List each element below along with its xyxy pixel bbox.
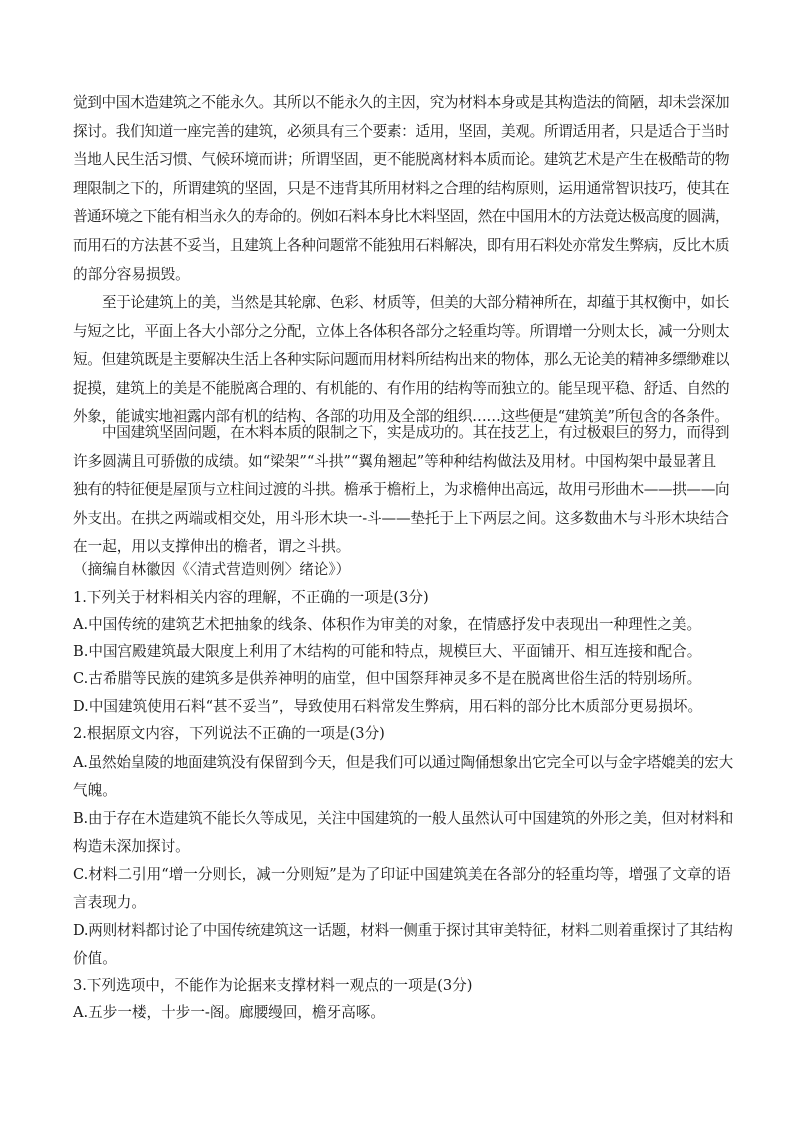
text-line: 的部分容易损毁。	[73, 265, 190, 283]
question-1-stem: 1.下列关于材料相关内容的理解，不正确的一项是(3分)	[73, 589, 429, 606]
question-1-option-d: D.中国建筑使用石料“甚不妥当”，导致使用石料常发生弊病，用石料的部分比木质部分更易损坏。	[73, 698, 703, 715]
question-2-option-a: A.虽然始皇陵的地面建筑没有保留到今天，但是我们可以通过陶俑想象出它完全可以与金字塔媲美的宏大	[73, 754, 733, 771]
text-line: 理限制之下的，所谓建筑的坚固，只是不违背其所用材料之合理的结构原则，运用通常智识技巧，使其在	[73, 179, 730, 197]
question-1-option-b: B.中国宫殿建筑最大限度上利用了木结构的可能和特点，规模巨大、平面铺开、相互连接和配合。	[73, 643, 702, 660]
source-citation: （摘编自林徽因《〈清式营造则例〉绪论》）	[73, 561, 351, 578]
text-line: 至于论建筑上的美，当然是其轮廓、色彩、材质等，但美的大部分精神所在，却蕴于其权衡中，如长	[102, 294, 730, 311]
text-line: 独有的特征便是屋顶与立柱间过渡的斗拱。檐承于檐桁上，为求檐伸出高远，故用弓形曲木——拱——向	[73, 481, 730, 499]
body-paragraph-2	[73, 289, 729, 432]
question-2-option-d-cont: 价值。	[73, 950, 117, 967]
text-line: 普通环境之下能有相当永久的寿命的。例如石料本身比木料坚固，然在中国用木的方法竟达极高度的圆满，	[73, 208, 729, 226]
text-line: 许多圆满且可骄傲的成绩。如“梁架”“斗拱”“翼角翘起”等种种结构做法及用材。中国构架中最显著且	[73, 452, 717, 470]
question-2-option-a-cont: 气魄。	[73, 782, 117, 799]
text-line: 中国建筑坚固问题，在木料本质的限制之下，实是成功的。其在技艺上，有过极艰巨的努力，而得到	[102, 424, 730, 441]
question-2-option-c-cont: 言表现力。	[73, 894, 146, 911]
question-2-option-b: B.由于存在木造建筑不能长久等成见，关注中国建筑的一般人虽然认可中国建筑的外形之美，但对材料和	[73, 810, 734, 827]
text-line: 而用石的方法甚不妥当，且建筑上各种问题常不能独用石料解决，即有用石料处亦常发生弊病，反比木质	[73, 236, 730, 254]
question-2-option-c: C.材料二引用“增一分则长，减一分则短”是为了印证中国建筑美在各部分的轻重均等，增强了文章的语	[73, 866, 731, 883]
text-line: 与短之比，平面上各大小部分之分配，立体上各体积各部分之轻重均等。所谓增一分则太长，减一分则太	[73, 322, 730, 340]
text-line: 捉摸，建筑上的美是不能脱离合理的、有机能的、有作用的结构等而独立的。能呈现平稳、舒适、自然的	[73, 379, 730, 397]
text-line: 外象，能诚实地袒露内部有机的结构、各部的功用及全部的组织……这些便是“建筑美”所包含的各条件。	[73, 408, 729, 426]
body-paragraph-3	[73, 419, 729, 562]
text-line: 觉到中国木造建筑之不能永久。其所以不能永久的主因，究为材料本身或是其构造法的简陋，却未尝深加	[73, 94, 730, 111]
question-1-option-a: A.中国传统的建筑艺术把抽象的线条、体积作为审美的对象，在情感抒发中表现出一种理性之美。	[73, 616, 702, 633]
body-paragraph-1	[73, 89, 729, 289]
text-line: 在一起，用以支撑伸出的檐者，谓之斗拱。	[73, 538, 351, 556]
text-line: 外支出。在拱之两端或相交处，用斗形木块一-斗——垫托于上下两层之间。这多数曲木与斗形木块结合	[73, 509, 729, 527]
question-1-option-c: C.古希腊等民族的建筑多是供养神明的庙堂，但中国祭拜神灵多不是在脱离世俗生活的特别场所。	[73, 670, 702, 687]
text-line: 探讨。我们知道一座完善的建筑，必须具有三个要素：适用，坚固，美观。所谓适用者，只是适合于当时	[73, 122, 730, 140]
question-2-stem: 2.根据原文内容，下列说法不正确的一项是(3分)	[73, 725, 385, 742]
question-3-stem: 3.下列选项中，不能作为论据来支撑材料一观点的一项是(3分)	[73, 977, 473, 994]
question-2-option-d: D.两则材料都讨论了中国传统建筑这一话题，材料一侧重于探讨其审美特征，材料二则着重探讨了其结构	[73, 922, 733, 939]
text-line: 当地人民生活习惯、气候环境而讲；所谓坚固，更不能脱离材料本质而论。建筑艺术是产生在极酷苛的物	[73, 151, 730, 169]
question-2-option-b-cont: 构造未深加探讨。	[73, 838, 190, 855]
text-line: 短。但建筑既是主要解决生活上各种实际问题而用材料所结构出来的物体，那么无论美的精神多缥缈难以	[73, 351, 730, 369]
question-3-option-a: A.五步一楼，十步一-阁。廊腰缦回，檐牙高啄。	[73, 1004, 385, 1021]
